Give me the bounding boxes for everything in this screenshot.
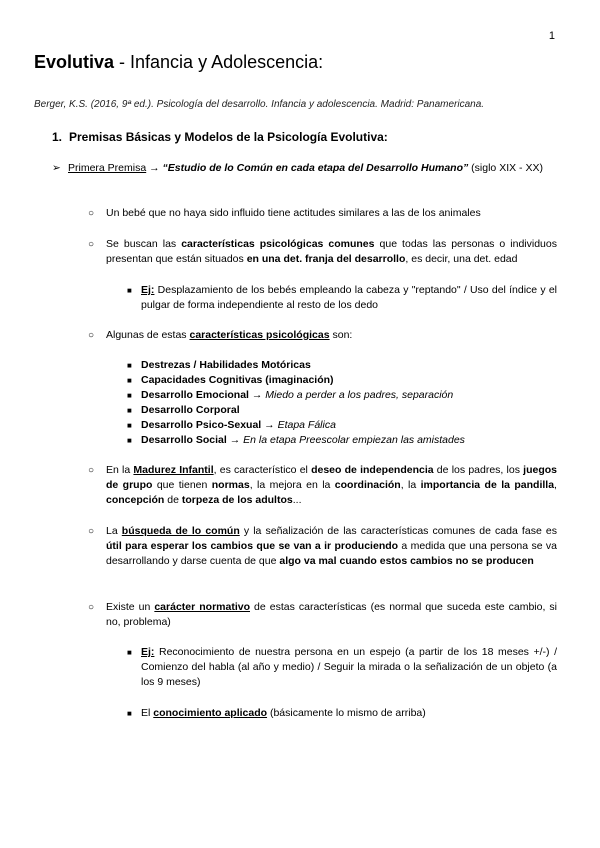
reference: Berger, K.S. (2016, 9ª ed.). Psicología del desarrollo. Infancia y adolescencia. Madrid: Panamericana. [34,99,485,110]
item-text: En la Madurez Infantil, es característico el deseo de independencia de los padres, los juegos de grupo que tienen normas, la mejora en la coordinación, la importancia de la pandilla, concepción de torpeza de los adultos... [106,464,558,506]
sub-item [127,706,557,721]
circle-bullet-icon: ○ [88,526,95,537]
page-title [34,52,323,73]
item-text: Se buscan las características psicológicas comunes que todas las personas o individuos presentan que están situados en una det. franja del desarrollo, es decir, una det. edad [106,238,557,265]
arrow-icon: → [226,434,244,446]
list-item: ■ Destrezas / Habilidades Motóricas [127,359,311,371]
square-bullet-icon: ■ [127,709,132,718]
list-item [88,237,557,267]
section-heading [52,130,388,144]
arrow-icon: → [146,162,163,174]
square-bullet-icon: ■ [127,376,132,385]
square-bullet-icon: ■ [127,436,132,445]
list-item [88,206,557,221]
list-item [88,524,557,569]
list-item [88,463,557,508]
square-bullet-icon: ■ [127,391,132,400]
square-bullet-icon: ■ [127,361,132,370]
circle-bullet-icon: ○ [88,602,95,613]
arrow-icon: → [248,389,266,401]
title-rest: - Infancia y Adolescencia: [114,52,324,72]
sub-item-example [127,645,557,690]
square-bullet-icon: ■ [127,286,132,295]
list-item: ■ Desarrollo Psico-Sexual → Etapa Fálica [127,419,336,431]
premise-suffix: (siglo XIX - XX) [468,162,543,174]
premise-quote: “Estudio de lo Común en cada etapa del Desarrollo Humano” [162,162,469,174]
title-bold: Evolutiva [34,52,115,72]
item-text: Ej: Desplazamiento de los bebés empleando la cabeza y "reptando" / Uso del índice y el pulgar de forma independiente al resto de los dedo [141,284,557,311]
characteristics-list [127,358,465,448]
item-text: El conocimiento aplicado (básicamente lo mismo de arriba) [141,707,426,719]
list-item: ■ Desarrollo Corporal [127,404,240,416]
item-text: Un bebé que no haya sido influido tiene actitudes similares a las de los animales [106,207,481,219]
item-text: Ej: Reconocimiento de nuestra persona en un espejo (a partir de los 18 meses +/-) / Comienzo del habla (al año y medio) / Seguir la mirada o la señalización de un objeto (a los 9 meses) [141,646,557,688]
circle-bullet-icon: ○ [88,330,95,341]
list-item [88,600,557,630]
section-number: 1. [52,130,63,144]
premise-label: Primera Premisa [68,162,147,174]
arrow-bullet-icon: ➢ [52,162,61,174]
circle-bullet-icon: ○ [88,208,95,219]
sub-item-example [127,283,557,313]
arrow-icon: → [261,419,278,431]
circle-bullet-icon: ○ [88,239,95,250]
square-bullet-icon: ■ [127,648,132,657]
square-bullet-icon: ■ [127,421,132,430]
section-title: Premisas Básicas y Modelos de la Psicología Evolutiva: [69,130,388,144]
item-text: La búsqueda de lo común y la señalización de las características comunes de cada fase es útil para esperar los cambios que se van a ir produciendo a medida que una persona se va desarrollando y darse cuenta de que algo va mal cuando estos cambios no se producen [106,525,557,567]
list-item: ■ Desarrollo Emocional → Miedo a perder a los padres, separación [127,389,454,401]
list-item [88,328,557,343]
square-bullet-icon: ■ [127,406,132,415]
item-text: Algunas de estas características psicológicas son: [106,329,353,341]
circle-bullet-icon: ○ [88,465,95,476]
list-item: ■ Capacidades Cognitivas (imaginación) [127,374,334,386]
list-item: ■ Desarrollo Social → En la etapa Preescolar empiezan las amistades [127,434,465,446]
item-text: Existe un carácter normativo de estas características (es normal que suceda este cambio, si no, problema) [106,601,558,628]
page-number: 1 [548,30,555,42]
premise-item [52,161,557,176]
